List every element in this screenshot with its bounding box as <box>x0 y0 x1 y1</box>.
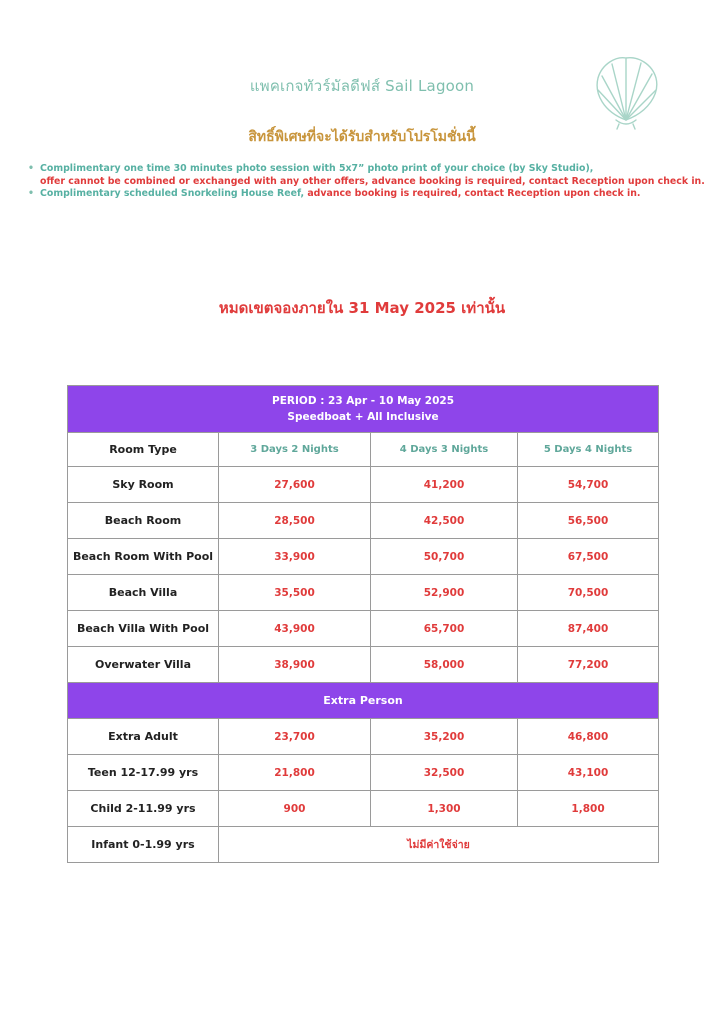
price-cell: 38,900 <box>219 647 371 683</box>
page-title: แพคเกจทัวร์มัลดีฟส์ Sail Lagoon <box>249 77 475 95</box>
period-header <box>68 386 659 433</box>
price-cell: 41,200 <box>371 467 518 503</box>
price-cell: 42,500 <box>371 503 518 539</box>
price-cell: 43,900 <box>219 611 371 647</box>
table-row <box>68 503 659 539</box>
table-row <box>68 791 659 827</box>
room-name: Sky Room <box>68 467 219 503</box>
room-name: Beach Villa With Pool <box>68 611 219 647</box>
guest-type: Infant 0-1.99 yrs <box>68 827 219 863</box>
table-row <box>68 647 659 683</box>
guest-type: Extra Adult <box>68 719 219 755</box>
price-cell: 46,800 <box>518 719 659 755</box>
price-cell: 35,500 <box>219 575 371 611</box>
room-name: Beach Villa <box>68 575 219 611</box>
price-cell: 70,500 <box>518 575 659 611</box>
benefit-item <box>28 163 708 188</box>
price-cell: 21,800 <box>219 755 371 791</box>
extra-person-title: Extra Person <box>68 683 659 719</box>
price-cell: 77,200 <box>518 647 659 683</box>
room-name: Beach Room With Pool <box>68 539 219 575</box>
price-cell: 58,000 <box>371 647 518 683</box>
room-name: Overwater Villa <box>68 647 219 683</box>
guest-type: Child 2-11.99 yrs <box>68 791 219 827</box>
price-cell: 67,500 <box>518 539 659 575</box>
benefit-item <box>28 188 708 201</box>
guest-type: Teen 12-17.99 yrs <box>68 755 219 791</box>
price-cell: 43,100 <box>518 755 659 791</box>
booking-deadline: หมดเขตจองภายใน 31 May 2025 เท่านั้น <box>218 299 506 317</box>
price-cell: 1,300 <box>371 791 518 827</box>
rate-table <box>67 385 659 863</box>
price-cell: 52,900 <box>371 575 518 611</box>
price-cell: 54,700 <box>518 467 659 503</box>
price-cell: 900 <box>219 791 371 827</box>
price-cell: 28,500 <box>219 503 371 539</box>
column-header: 3 Days 2 Nights <box>219 433 371 467</box>
room-name: Beach Room <box>68 503 219 539</box>
benefits-list <box>28 163 708 201</box>
price-cell: 33,900 <box>219 539 371 575</box>
period-label: PERIOD : 23 Apr - 10 May 2025 <box>272 395 455 407</box>
column-header-row <box>68 433 659 467</box>
table-row <box>68 755 659 791</box>
table-row <box>68 467 659 503</box>
benefit-conditions: advance booking is required, contact Reception upon check in. <box>307 188 641 199</box>
column-header: Room Type <box>68 433 219 467</box>
bullet-icon: • <box>28 188 34 199</box>
promo-subtitle: สิทธิ์พิเศษที่จะได้รับสำหรับโปรโมชั่นนี้ <box>248 129 476 145</box>
bullet-icon: • <box>28 163 34 174</box>
table-row <box>68 827 659 863</box>
benefit-text: Complimentary one time 30 minutes photo session with 5x7” photo print of your choice (by Sky Studio), <box>40 163 594 174</box>
shell-logo-icon <box>586 50 666 132</box>
table-row <box>68 575 659 611</box>
price-cell: 23,700 <box>219 719 371 755</box>
benefit-text: Complimentary scheduled Snorkeling House Reef, <box>40 188 305 199</box>
price-cell: 56,500 <box>518 503 659 539</box>
table-row <box>68 611 659 647</box>
package-label: Speedboat + All Inclusive <box>287 411 439 423</box>
price-cell: 1,800 <box>518 791 659 827</box>
table-row <box>68 719 659 755</box>
price-cell: 50,700 <box>371 539 518 575</box>
price-cell: 32,500 <box>371 755 518 791</box>
extra-person-header <box>68 683 659 719</box>
column-header: 4 Days 3 Nights <box>371 433 518 467</box>
price-cell: 27,600 <box>219 467 371 503</box>
period-header-cell <box>68 386 659 433</box>
price-cell: 65,700 <box>371 611 518 647</box>
price-cell: 87,400 <box>518 611 659 647</box>
benefit-conditions: offer cannot be combined or exchanged with any other offers, advance booking is required, contact Reception upon check in. <box>40 175 705 187</box>
column-header: 5 Days 4 Nights <box>518 433 659 467</box>
price-cell: 35,200 <box>371 719 518 755</box>
infant-free-note: ไม่มีค่าใช้จ่าย <box>219 827 659 863</box>
table-row <box>68 539 659 575</box>
